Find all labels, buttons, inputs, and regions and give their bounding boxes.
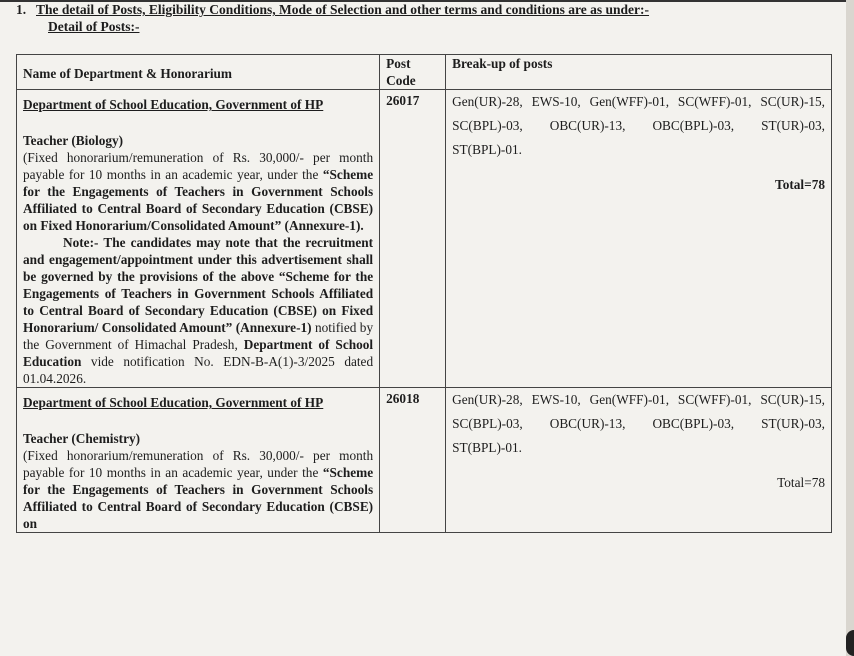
row-1-description — [17, 90, 380, 388]
post-code: 26018 — [380, 388, 446, 533]
honorarium-description — [23, 447, 373, 532]
page-edge-shadow — [846, 630, 854, 656]
table-row — [17, 90, 832, 388]
note-paragraph — [23, 234, 373, 387]
detail-of-posts-subheading: Detail of Posts:- — [48, 19, 140, 34]
note-bold: The candidates may note that the recruitment and engagement/appointment under this advertisement shall be governed by the provisions of the above “Scheme for the Engagements of Teachers in Government Schools Affiliated to Central Board of Secondary Education (CBSE) on Fixed Honorarium/ Consolidated Amount” (Annexure-1) — [23, 235, 374, 335]
section-title: The detail of Posts, Eligibility Conditions, Mode of Selection and other terms and conditions are as under:- — [36, 2, 650, 17]
post-title: Teacher (Chemistry) — [23, 431, 141, 446]
header-post-code: Post Code — [380, 55, 446, 90]
header-name: Name of Department & Honorarium — [17, 55, 380, 90]
honorarium-description — [23, 149, 373, 234]
note-mid: notified by the Government of Himachal Pradesh, — [23, 320, 374, 352]
total-posts: Total=78 — [775, 177, 825, 192]
note-end: vide notification No. EDN-B-A(1)-3/2025 dated 01.04.2026. — [23, 354, 374, 386]
breakup-of-posts: Gen(UR)-28, EWS-10, Gen(WFF)-01, SC(WFF)-01, SC(UR)-15, SC(BPL)-03, OBC(UR)-13, OBC(BPL)-03, ST(UR)-03, ST(BPL)-01. — [452, 94, 825, 157]
department-name: Department of School Education, Government of HP — [23, 395, 324, 410]
row-2-breakup — [446, 388, 832, 533]
table-header-row — [17, 55, 832, 90]
section-heading — [16, 0, 836, 19]
note-label: Note:- — [63, 235, 99, 250]
post-title: Teacher (Biology) — [23, 133, 124, 148]
header-breakup: Break-up of posts — [446, 55, 832, 90]
desc-scheme: “Scheme for the Engagements of Teachers in Government Schools Affiliated to Central Board of Secondary Education (CBSE) on Fixed Honorarium/Consolidated Amount” (Annexure-1). — [23, 167, 374, 233]
section-number: 1. — [16, 2, 27, 17]
table-row — [17, 388, 832, 533]
posts-table — [16, 54, 832, 533]
breakup-of-posts: Gen(UR)-28, EWS-10, Gen(WFF)-01, SC(WFF)-01, SC(UR)-15, SC(BPL)-03, OBC(UR)-13, OBC(BPL)-03, ST(UR)-03, ST(BPL)-01. — [452, 392, 825, 455]
desc-scheme: “Scheme for the Engagements of Teachers in Government Schools Affiliated to Central Board of Secondary Education (CBSE) on — [23, 465, 374, 531]
row-2-description — [17, 388, 380, 533]
note-department: Department of School Education — [23, 337, 374, 369]
total-posts: Total=78 — [777, 475, 825, 490]
department-name: Department of School Education, Government of HP — [23, 97, 324, 112]
desc-intro: (Fixed honorarium/remuneration of Rs. 30,000/- per month payable for 10 months in an academic year, under the — [23, 150, 374, 182]
post-code: 26017 — [380, 90, 446, 388]
desc-intro: (Fixed honorarium/remuneration of Rs. 30,000/- per month payable for 10 months in an academic year, under the — [23, 448, 374, 480]
row-1-breakup — [446, 90, 832, 388]
